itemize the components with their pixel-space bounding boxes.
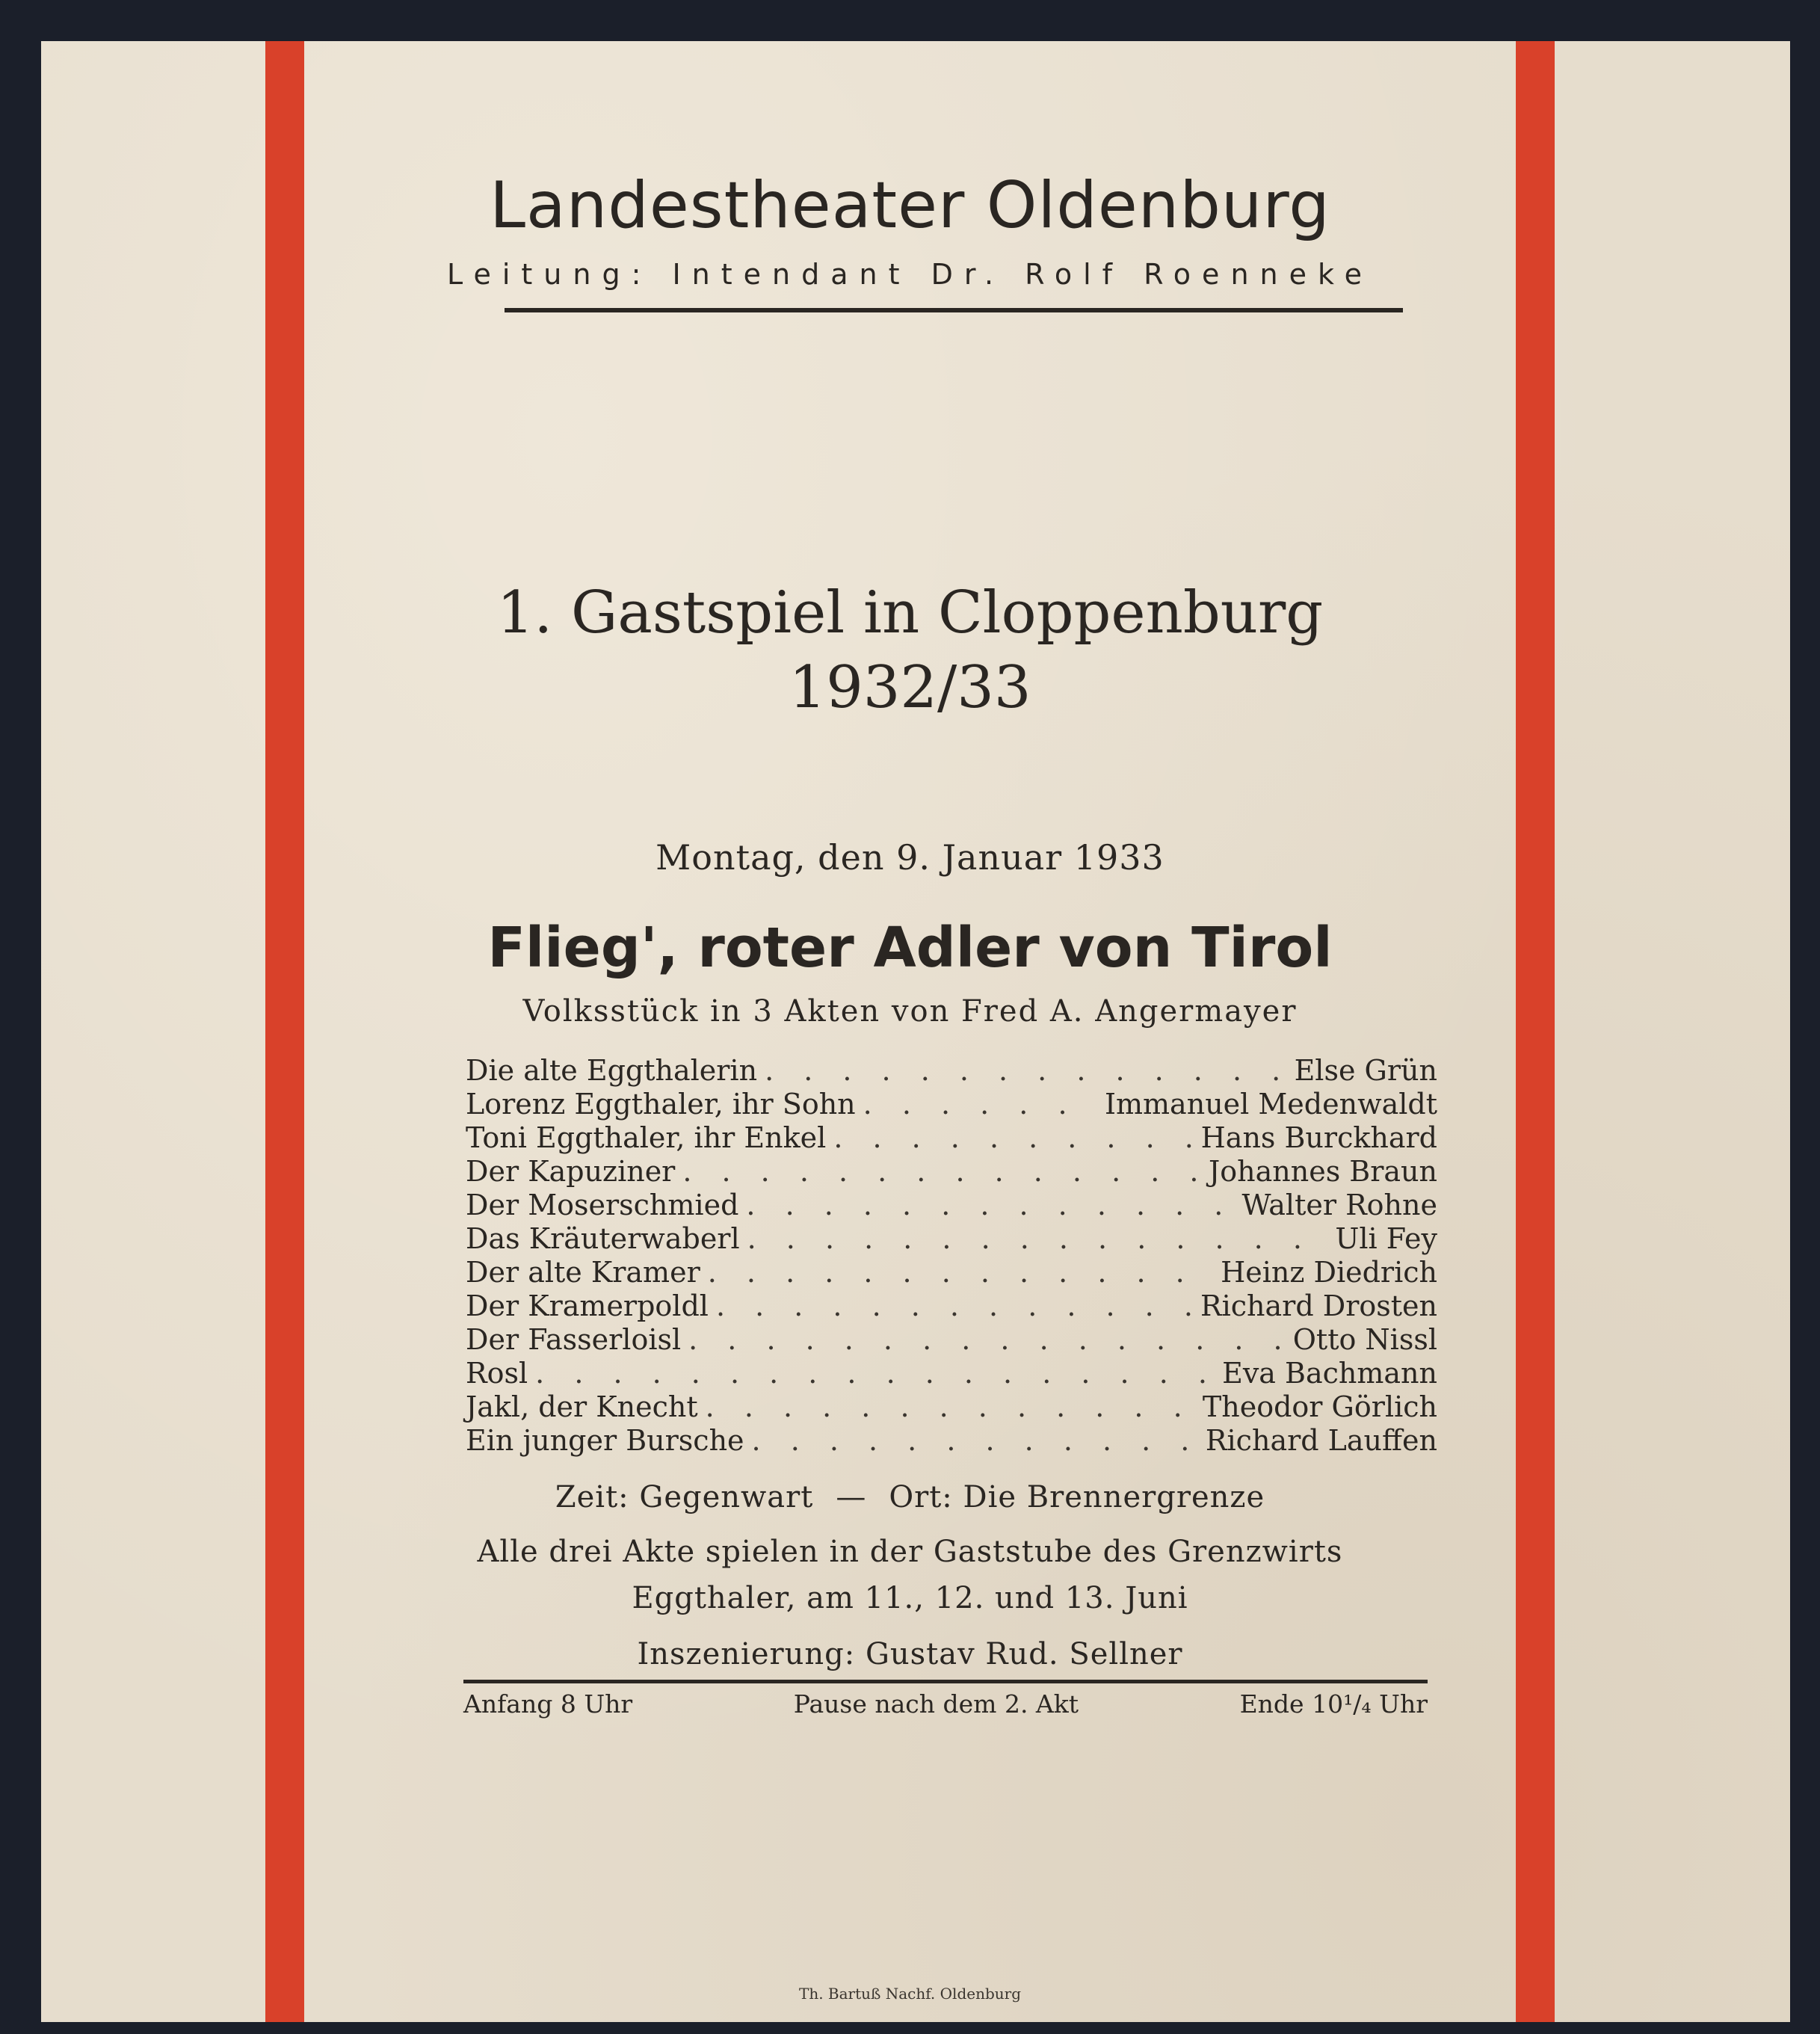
cast-role: Der alte Kramer	[466, 1256, 700, 1289]
dot-leader	[863, 1088, 1097, 1121]
cast-role: Die alte Eggthalerin	[466, 1054, 758, 1087]
dot-leader	[706, 1390, 1195, 1423]
cast-actor: Walter Rohne	[1241, 1189, 1437, 1221]
cast-actor: Otto Nissl	[1292, 1323, 1437, 1356]
cast-row	[466, 1189, 1437, 1222]
separator-dash: —	[836, 1480, 867, 1514]
cast-role: Jakl, der Knecht	[466, 1390, 698, 1423]
pause-note: Pause nach dem 2. Akt	[793, 1689, 1079, 1719]
cast-role: Rosl	[466, 1357, 528, 1390]
event-title: 1. Gastspiel in Cloppenburg	[496, 579, 1324, 647]
event-season: 1932/33	[789, 654, 1031, 721]
dot-leader	[688, 1323, 1286, 1356]
cast-actor: Hans Burckhard	[1200, 1121, 1437, 1154]
cast-role: Ein junger Bursche	[466, 1424, 744, 1457]
end-time: Ende 10¹/₄ Uhr	[1239, 1689, 1428, 1719]
printer-imprint: Th. Bartuß Nachf. Oldenburg	[798, 1985, 1022, 2003]
right-red-stripe	[1516, 41, 1555, 2022]
cast-row	[466, 1256, 1437, 1289]
cast-actor: Richard Lauffen	[1205, 1424, 1437, 1457]
theater-leadership: Leitung: Intendant Dr. Rolf Roenneke	[446, 258, 1374, 291]
cast-role: Der Fasserloisl	[466, 1323, 682, 1356]
dot-leader	[682, 1155, 1201, 1188]
cast-actor: Theodor Görlich	[1202, 1390, 1437, 1423]
footer-divider	[463, 1680, 1428, 1683]
play-title: Flieg', roter Adler von Tirol	[487, 916, 1333, 980]
cast-role: Toni Eggthaler, ihr Enkel	[466, 1121, 827, 1154]
dot-leader	[535, 1357, 1215, 1390]
cast-row	[466, 1357, 1437, 1390]
cast-role: Der Moserschmied	[466, 1189, 739, 1221]
cast-actor: Immanuel Medenwaldt	[1104, 1088, 1437, 1121]
cast-row	[466, 1424, 1437, 1458]
dot-leader	[752, 1424, 1198, 1457]
cast-list	[466, 1054, 1437, 1458]
cast-actor: Johannes Braun	[1209, 1155, 1437, 1188]
footer-times	[463, 1689, 1428, 1719]
cast-row	[466, 1323, 1437, 1357]
dot-leader	[833, 1121, 1193, 1154]
left-red-stripe	[265, 41, 304, 2022]
dot-leader	[716, 1289, 1193, 1322]
cast-role: Der Kramerpoldl	[466, 1289, 709, 1322]
cast-actor: Uli Fey	[1335, 1222, 1437, 1255]
cast-row	[466, 1088, 1437, 1121]
cast-row	[466, 1390, 1437, 1424]
play-subtitle: Volksstück in 3 Akten von Fred A. Angermayer	[522, 994, 1298, 1029]
dot-leader	[747, 1222, 1328, 1255]
start-time: Anfang 8 Uhr	[463, 1689, 633, 1719]
place-setting: Ort: Die Brennergrenze	[889, 1480, 1265, 1514]
cast-role: Der Kapuziner	[466, 1155, 676, 1188]
acts-note-line-2: Eggthaler, am 11., 12. und 13. Juni	[632, 1581, 1188, 1615]
playbill-page	[41, 41, 1790, 2022]
cast-row	[466, 1289, 1437, 1323]
dot-leader	[746, 1189, 1234, 1221]
acts-note-line-1: Alle drei Akte spielen in der Gaststube des Grenzwirts	[477, 1535, 1343, 1569]
cast-role: Lorenz Eggthaler, ihr Sohn	[466, 1088, 856, 1121]
cast-actor: Else Grün	[1294, 1054, 1437, 1087]
cast-actor: Heinz Diedrich	[1221, 1256, 1437, 1289]
cast-role: Das Kräuterwaberl	[466, 1222, 740, 1255]
cast-actor: Eva Bachmann	[1222, 1357, 1437, 1390]
header-divider	[505, 308, 1403, 312]
cast-actor: Richard Drosten	[1200, 1289, 1437, 1322]
cast-row	[466, 1121, 1437, 1155]
dot-leader	[765, 1054, 1287, 1087]
dot-leader	[708, 1256, 1213, 1289]
theater-name: Landestheater Oldenburg	[490, 168, 1330, 243]
time-setting: Zeit: Gegenwart	[555, 1480, 814, 1514]
cast-row	[466, 1054, 1437, 1088]
time-place-line	[304, 1480, 1516, 1514]
cast-row	[466, 1222, 1437, 1256]
cast-row	[466, 1155, 1437, 1189]
performance-date: Montag, den 9. Januar 1933	[655, 837, 1165, 878]
director-credit: Inszenierung: Gustav Rud. Sellner	[637, 1637, 1183, 1671]
